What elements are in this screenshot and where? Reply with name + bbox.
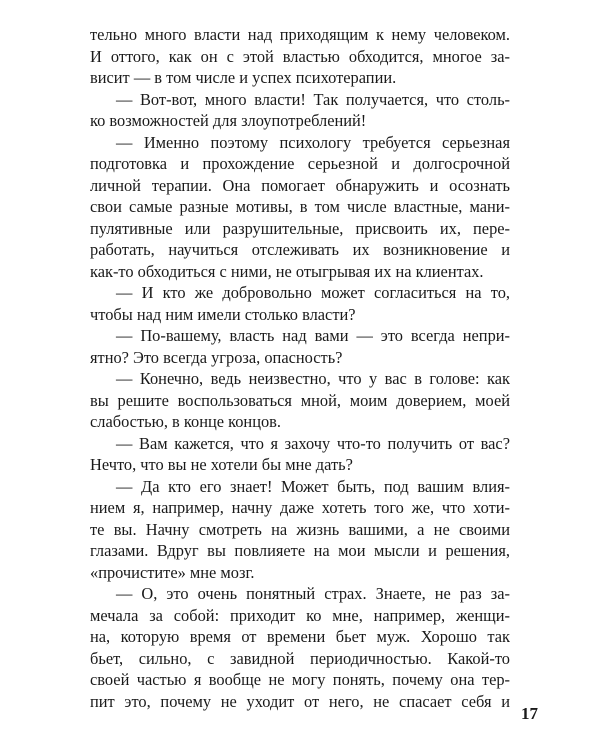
body-text [90,24,510,712]
text-line: — Да кто его знает! Может быть, под вашим влия- [116,476,510,496]
text-line: — И кто же добровольно может согласиться на то, [116,283,510,302]
text-line: слабостью, в конце концов. [90,412,282,431]
text-line: пулятивные или разрушительные, присвоить их, пере- [90,218,510,238]
text-line: работать, научиться отслеживать их возникновение и [90,240,510,259]
text-line: Нечто, что вы не хотели бы мне дать? [90,455,353,474]
text-line: — Конечно, ведь неизвестно, что у вас в голове: как [116,369,510,388]
page-number: 17 [521,704,538,723]
text-line: своей частью я вообще не могу понять, почему она тер- [90,670,510,689]
text-line: висит — в том числе и успех психотерапии. [90,68,397,87]
text-line: И оттого, как он с этой властью обходится, многое за- [90,46,510,66]
text-line: пит это, почему не уходит от него, не спасает себя и [90,691,510,711]
text-line: мечала за собой: приходит ко мне, например, женщи- [90,605,510,625]
text-line: тельно много власти над приходящим к нему человеком. [90,25,510,44]
text-line: нием я, например, начну даже хотеть того же, что хоти- [90,498,510,517]
text-line: ятно? Это всегда угроза, опасность? [90,347,343,367]
text-line: — Именно поэтому психологу требуется серьезная [116,132,510,152]
text-line: подготовка и прохождение серьезной и долгосрочной [90,154,510,173]
text-line: «прочистите» мне мозг. [90,562,255,582]
text-line: бьет, сильно, с завидной периодичностью. Какой-то [90,648,510,668]
text-line: свои самые разные мотивы, в том числе властные, мани- [90,197,510,216]
text-line: те вы. Начну смотреть на жизнь вашими, а не своими [90,519,510,539]
text-line: личной терапии. Она помогает обнаружить и осознать [90,175,510,195]
text-line: вы решите воспользоваться мной, моим доверием, моей [90,390,510,410]
text-line: — Вам кажется, что я захочу что-то получить от вас? [116,433,510,453]
text-line: — По-вашему, власть над вами — это всегда непри- [116,326,510,345]
text-line: на, которую время от времени бьет муж. Хорошо так [90,627,510,646]
text-line: как-то обходиться с ними, не отыгрывая их на клиентах. [90,261,484,281]
text-line: чтобы над ним имели столько власти? [90,304,356,324]
text-line: глазами. Вдруг вы повлияете на мои мысли и решения, [90,541,510,560]
text-line: ко возможностей для злоупотреблений! [90,111,367,130]
text-line: — О, это очень понятный страх. Знаете, не раз за- [116,584,510,603]
text-line: — Вот-вот, много власти! Так получается, что столь- [116,89,510,109]
